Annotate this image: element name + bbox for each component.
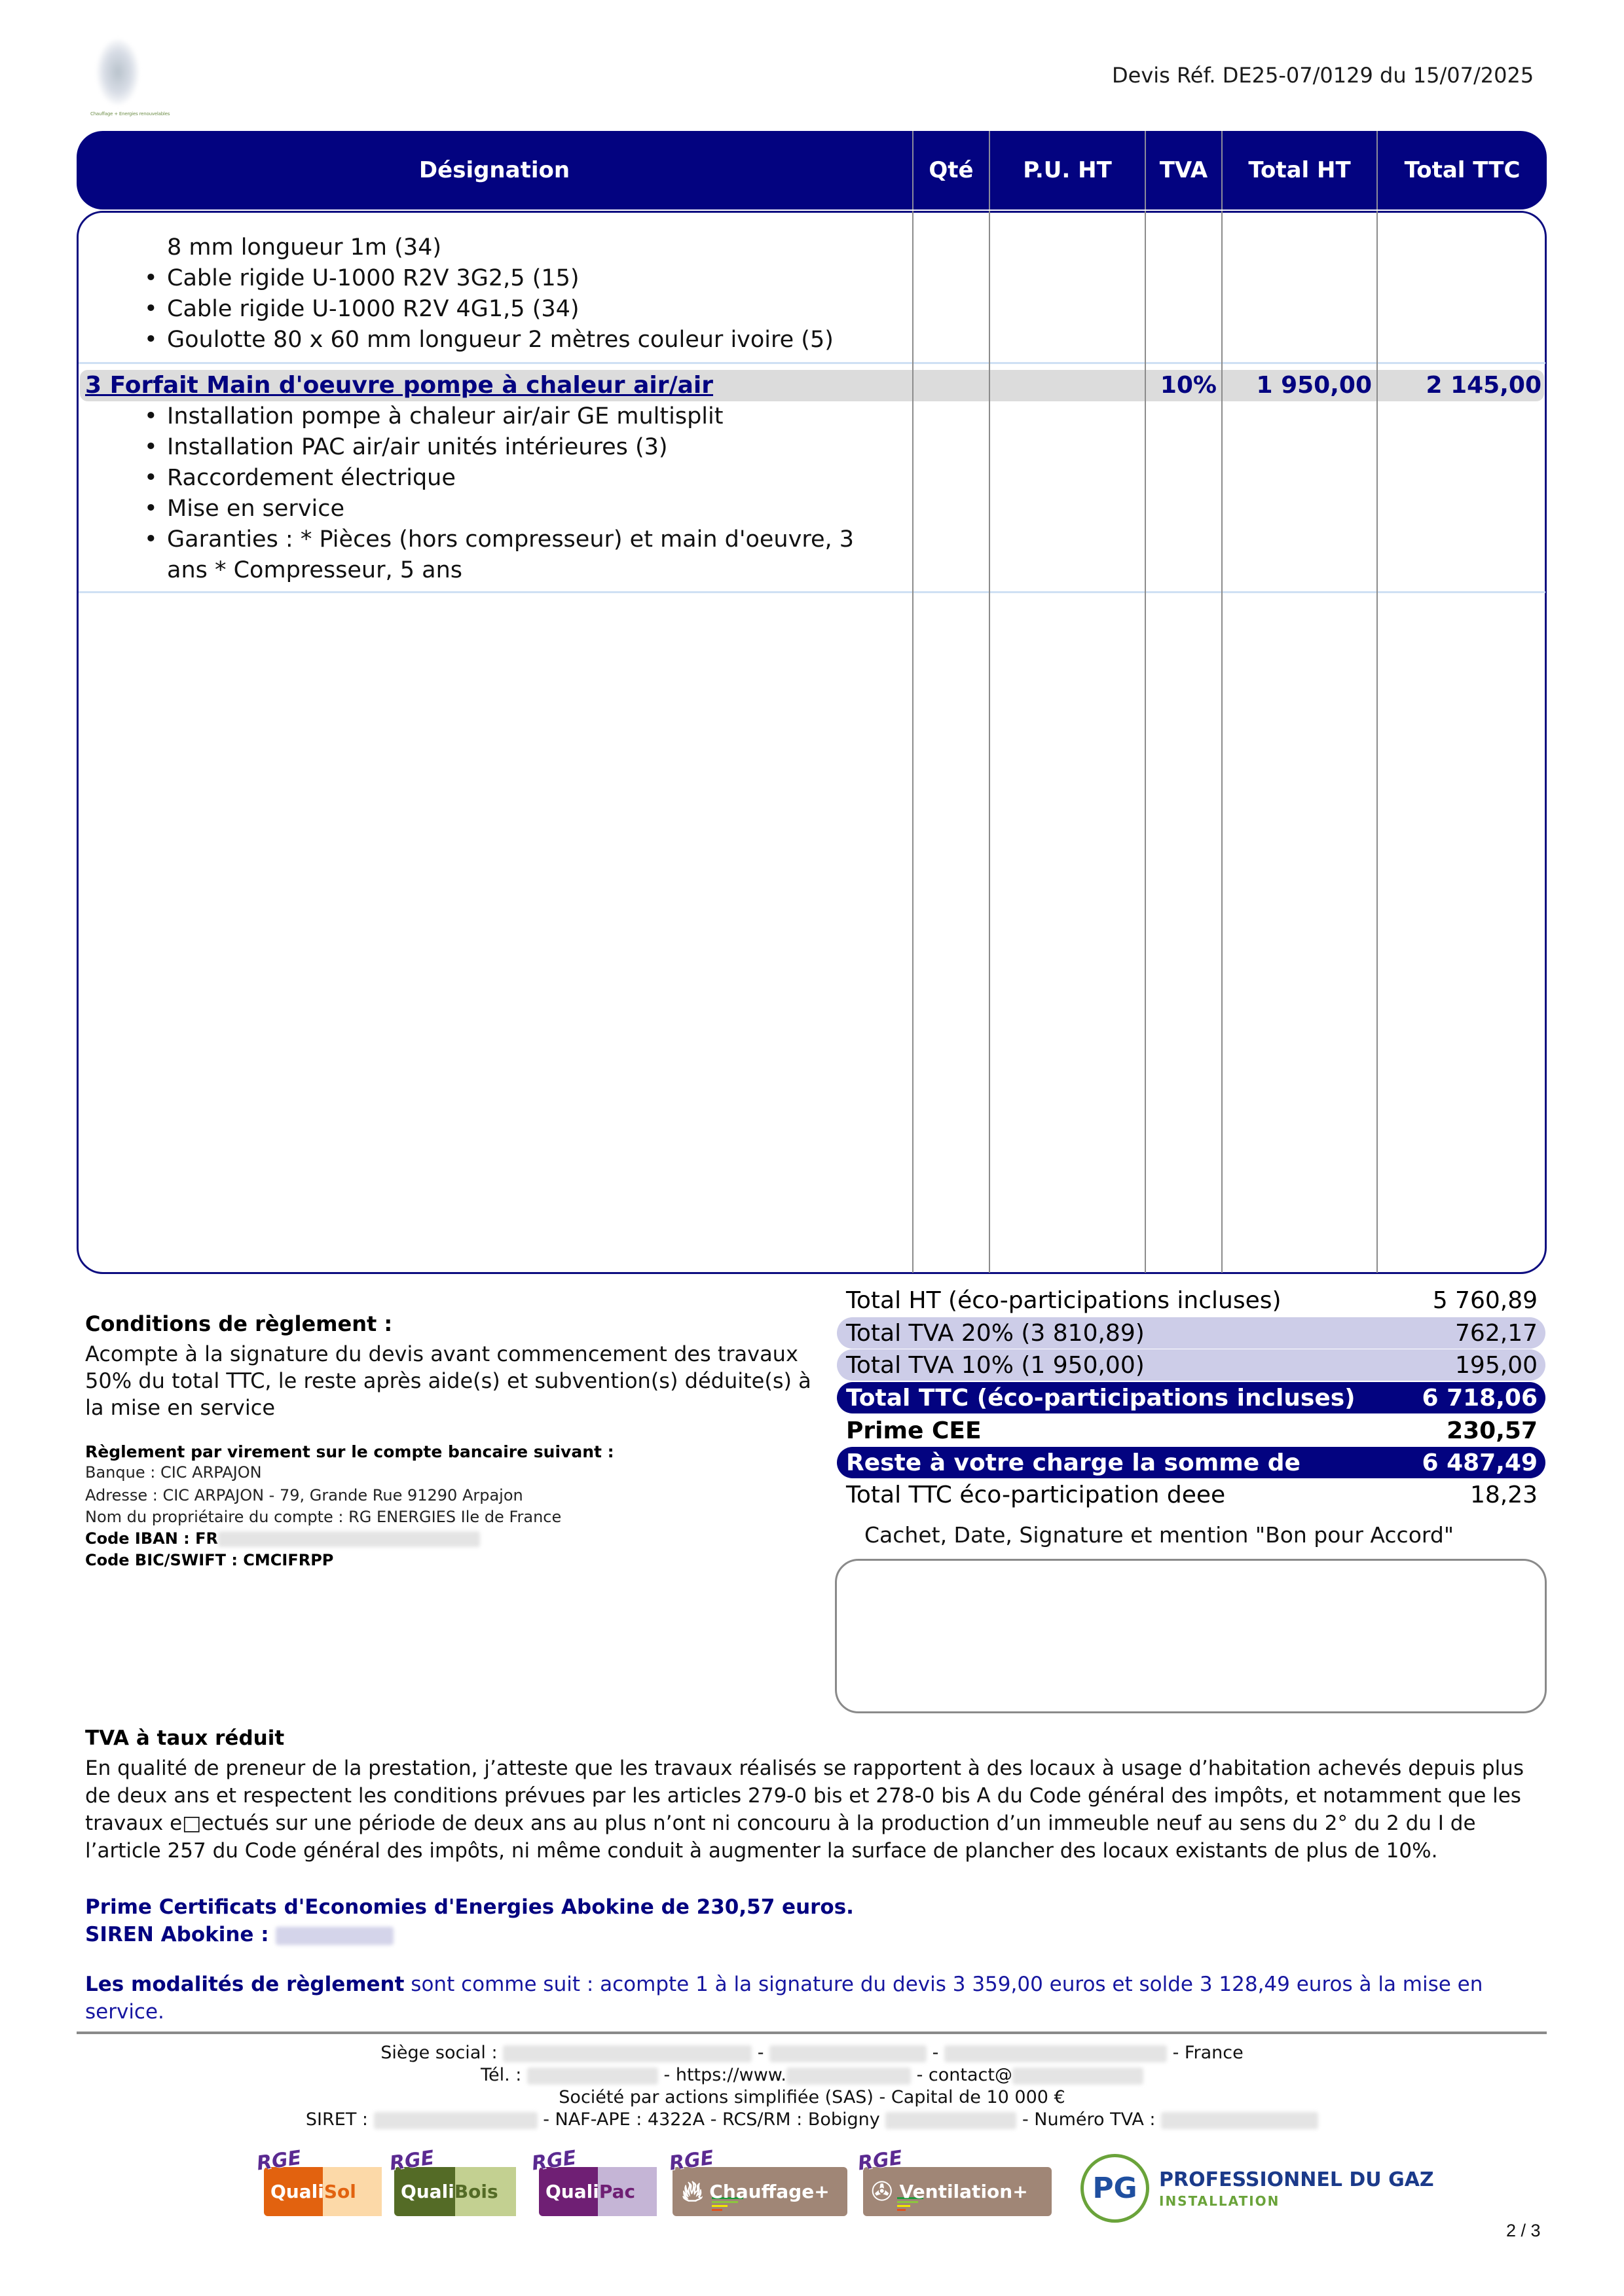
flame-icon: 🔥︎ — [682, 2175, 703, 2208]
signature-label: Cachet, Date, Signature et mention "Bon pour Accord" — [864, 1522, 1454, 1548]
col-qte: Qté — [929, 157, 974, 183]
signature-box[interactable] — [835, 1559, 1547, 1713]
footer-divider — [77, 2032, 1547, 2034]
rge-label: RGE — [667, 2146, 716, 2176]
total-tva10-row: Total TVA 10% (1 950,00) 195,00 — [837, 1349, 1545, 1381]
col-tva: TVA — [1159, 157, 1208, 183]
list-item: 8 mm longueur 1m (34) — [167, 234, 441, 261]
rge-label: RGE — [255, 2146, 303, 2176]
document-reference: Devis Réf. DE25-07/0129 du 15/07/2025 — [1112, 63, 1534, 88]
logo-mark-icon — [97, 39, 139, 105]
list-item: Raccordement électrique — [167, 465, 456, 491]
bank-bic: Code BIC/SWIFT : CMCIFRPP — [85, 1551, 334, 1569]
tva-reduit-text: En qualité de preneur de la prestation, j’atteste que les travaux réalisés se rapportent à des locaux à usage d’habitation achevés depuis plus de deux ans et respectent les conditions prévues par les articles 279-0 bis et 278-0 bis A du Code général des impôts, et notamment que les travaux e□ectués sur une période de deux ans au plus n’ont ni concouru à la production d’un immeuble neuf au sens du 2° du 2 du I de l’article 257 du Code général des impôts, ni même conduit à augmenter la surface de plancher des locaux existants de plus de 10%. — [85, 1757, 1524, 1863]
ventilation-plus-badge: ✇ Ventilation+ — [863, 2167, 1052, 2216]
modalites-reglement: Les modalités de règlement sont comme suit : acompte 1 à la signature du devis 3 359,00 euros et solde 3 128,49 euros à la mise en service. — [85, 1973, 1483, 2024]
row-separator — [79, 591, 1545, 593]
fan-icon: ✇ — [871, 2176, 893, 2207]
bullet-icon: • — [144, 296, 158, 322]
rge-label: RGE — [530, 2146, 578, 2176]
prime-cee-text: Prime Certificats d'Economies d'Energies Abokine de 230,57 euros. — [85, 1895, 854, 1919]
qualipac-badge: QualiPac — [539, 2167, 657, 2216]
logo-tagline: Chauffage + Energies renouvelables — [90, 111, 170, 117]
bank-owner: Nom du propriétaire du compte : RG ENERGIES Ile de France — [85, 1508, 562, 1526]
total-tva20-row: Total TVA 20% (3 810,89) 762,17 — [837, 1317, 1545, 1349]
list-item: Cable rigide U-1000 R2V 3G2,5 (15) — [167, 265, 580, 291]
tva-reduit-title: TVA à taux réduit — [85, 1726, 285, 1750]
list-item: Mise en service — [167, 496, 345, 522]
conditions-text: Acompte à la signature du devis avant commencement des travaux 50% du total TTC, le reste après aide(s) et subvention(s) déduite(s) à la mise en service — [85, 1341, 811, 1420]
section-total-ht: 1 950,00 — [1256, 372, 1372, 399]
table-header — [77, 131, 1547, 210]
rge-label: RGE — [388, 2146, 436, 2176]
section-total-ttc: 2 145,00 — [1426, 372, 1541, 399]
section-tva: 10% — [1160, 372, 1217, 399]
list-item: Goulotte 80 x 60 mm longueur 2 mètres couleur ivoire (5) — [167, 327, 834, 353]
bank-name: Banque : CIC ARPAJON — [85, 1463, 262, 1482]
list-item: Cable rigide U-1000 R2V 4G1,5 (34) — [167, 296, 580, 322]
col-total-ttc: Total TTC — [1404, 157, 1521, 183]
bullet-icon: • — [144, 327, 158, 353]
reste-a-charge-row: Reste à votre charge la somme de 6 487,49 — [837, 1447, 1545, 1478]
bullet-icon: • — [144, 265, 158, 291]
bank-iban: Code IBAN : FR — [85, 1529, 480, 1548]
page-number: 2 / 3 — [1506, 2221, 1541, 2240]
bank-address: Adresse : CIC ARPAJON - 79, Grande Rue 91290 Arpajon — [85, 1486, 523, 1504]
footer-societe: Société par actions simplifiée (SAS) - Capital de 10 000 € — [559, 2087, 1065, 2107]
qualisol-badge: QualiSol — [264, 2167, 382, 2216]
bullet-icon: • — [144, 403, 158, 429]
qualibois-badge: QualiBois — [394, 2167, 516, 2216]
eco-participation-row: Total TTC éco-participation deee 18,23 — [846, 1481, 1538, 1508]
list-item: Installation pompe à chaleur air/air GE multisplit — [167, 403, 724, 429]
bullet-icon: • — [144, 526, 158, 553]
redacted-iban — [218, 1531, 480, 1547]
pg-title: PROFESSIONNEL DU GAZ — [1159, 2168, 1434, 2191]
footer-contact: Tél. : - https://www. - contact@ — [0, 2065, 1624, 2085]
row-separator — [79, 362, 1545, 364]
rge-label: RGE — [856, 2146, 904, 2176]
pg-subtitle: INSTALLATION — [1159, 2193, 1280, 2209]
bank-title: Règlement par virement sur le compte bancaire suivant : — [85, 1442, 614, 1461]
col-designation: Désignation — [418, 157, 570, 183]
bullet-icon: • — [144, 434, 158, 460]
prime-cee-row: Prime CEE 230,57 — [846, 1417, 1538, 1444]
conditions-title: Conditions de règlement : — [85, 1311, 393, 1336]
bullet-icon: • — [144, 496, 158, 522]
list-item: Installation PAC air/air unités intérieures (3) — [167, 434, 668, 460]
redacted-siren — [276, 1927, 394, 1945]
footer-siege: Siège social : - - - France — [380, 2043, 1244, 2063]
footer-siret: SIRET : - NAF-APE : 4322A - RCS/RM : Bobigny - Numéro TVA : — [0, 2109, 1624, 2130]
total-ht-row: Total HT (éco-participations incluses) 5 760,89 — [846, 1286, 1538, 1314]
bullet-icon: • — [144, 465, 158, 491]
pg-logo-icon: PG — [1080, 2154, 1149, 2223]
col-pu-ht: P.U. HT — [1023, 157, 1112, 183]
list-item: Garanties : * Pièces (hors compresseur) et main d'oeuvre, 3 — [167, 526, 854, 553]
company-logo — [79, 39, 170, 121]
total-ttc-row: Total TTC (éco-participations incluses) 6 718,06 — [837, 1382, 1545, 1413]
section-title-link[interactable]: 3 Forfait Main d'oeuvre pompe à chaleur air/air — [85, 372, 714, 399]
siren-line: SIREN Abokine : — [85, 1923, 394, 1946]
col-total-ht: Total HT — [1248, 157, 1351, 183]
chauffage-plus-badge: 🔥︎ Chauffage+ — [673, 2167, 847, 2216]
list-item-continuation: ans * Compresseur, 5 ans — [167, 557, 463, 583]
